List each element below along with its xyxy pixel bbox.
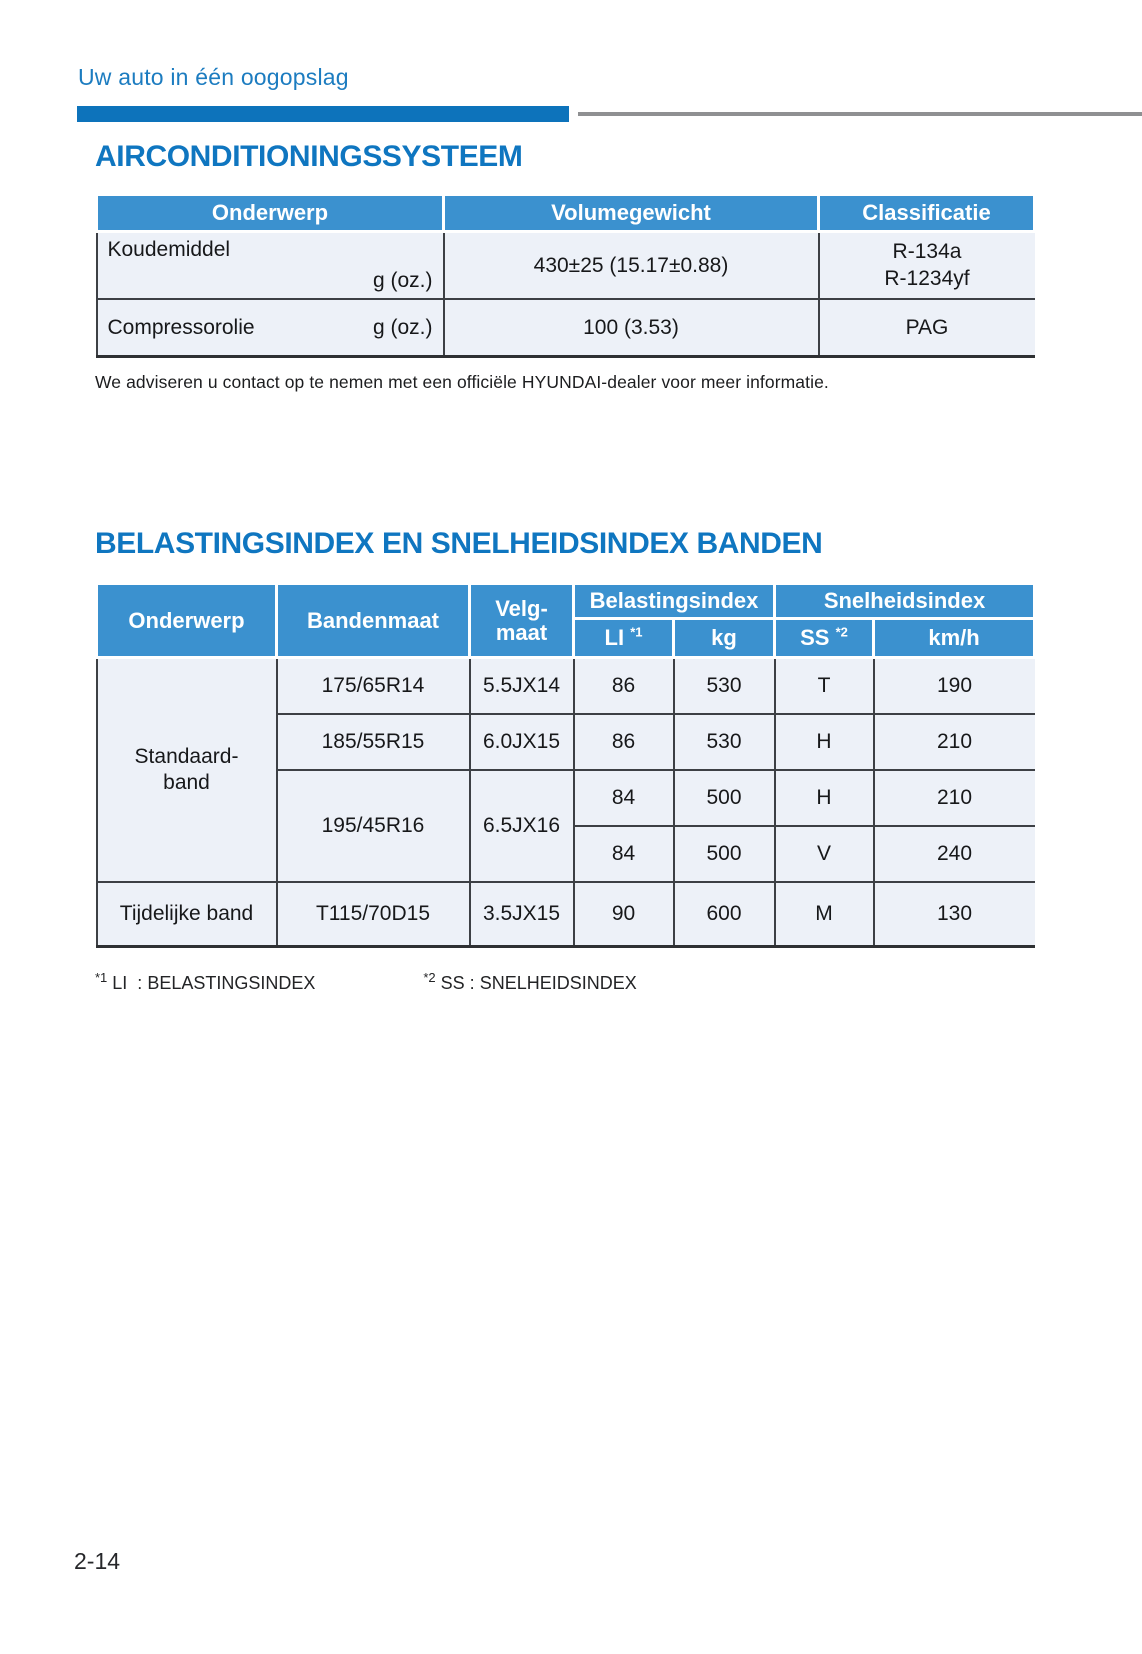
kmh-cell: 190	[874, 658, 1035, 715]
kmh-cell: 240	[874, 826, 1035, 882]
tire-size-cell: 195/45R16	[277, 770, 470, 882]
table-row	[97, 299, 1035, 357]
footnote-ss	[423, 970, 637, 994]
classification-line: R-1234yf	[884, 266, 970, 290]
kg-cell: 500	[674, 770, 775, 826]
ss-cell: M	[775, 882, 874, 947]
tire-subject-standard-cell	[97, 658, 277, 883]
airconditioning-section-title: AIRCONDITIONINGSSYSTEEM	[95, 140, 523, 173]
tire-size-cell: 175/65R14	[277, 658, 470, 715]
footnote-li	[95, 970, 316, 994]
wheel-size-cell: 6.5JX16	[470, 770, 574, 882]
tire-subject-temporary-cell: Tijdelijke band	[97, 882, 277, 947]
standard-label-line: band	[163, 771, 210, 794]
ac-subject-cell	[97, 232, 444, 300]
table-row	[97, 658, 1035, 715]
ss-label: SS	[800, 625, 830, 650]
footnote-li-marker: *1	[95, 970, 108, 985]
tire-index-table	[95, 582, 1036, 948]
kg-cell: 600	[674, 882, 775, 947]
ac-col-header-classification: Classificatie	[819, 195, 1035, 232]
li-cell: 84	[574, 770, 674, 826]
table-row	[97, 882, 1035, 947]
tire-col-group-speed-index: Snelheidsindex	[775, 584, 1035, 619]
wheel-size-line: Velg-	[495, 596, 548, 622]
tire-index-section-title: BELASTINGSINDEX EN SNELHEIDSINDEX BANDEN	[95, 527, 823, 560]
kmh-cell: 130	[874, 882, 1035, 947]
tire-col-header-kmh: km/h	[874, 619, 1035, 658]
li-cell: 86	[574, 714, 674, 770]
ac-classification-cell	[819, 232, 1035, 300]
li-cell: 84	[574, 826, 674, 882]
li-label: LI	[604, 625, 625, 650]
wheel-size-cell: 3.5JX15	[470, 882, 574, 947]
airconditioning-table	[95, 193, 1036, 358]
running-head-title: Uw auto in één oogopslag	[78, 64, 349, 90]
tire-index-section	[95, 527, 1033, 994]
ss-cell: H	[775, 770, 874, 826]
footnote-ss-marker: *2	[423, 970, 436, 985]
ss-cell: H	[775, 714, 874, 770]
ac-subject-label: Koudemiddel	[107, 238, 231, 261]
dealer-note: We adviseren u contact op te nemen met een officiële HYUNDAI-dealer voor meer informatie.	[95, 372, 829, 392]
wheel-size-cell: 6.0JX15	[470, 714, 574, 770]
kg-cell: 530	[674, 714, 775, 770]
ac-subject-cell	[97, 299, 444, 357]
running-head-blue-bar	[77, 106, 569, 122]
tire-col-group-load-index: Belastingsindex	[574, 584, 775, 619]
tire-col-header-li	[574, 619, 674, 658]
table-footnotes	[95, 970, 1033, 994]
ss-footnote-marker: *2	[835, 624, 848, 640]
tire-size-cell: T115/70D15	[277, 882, 470, 947]
standard-label-line: Standaard-	[134, 744, 239, 768]
kg-cell: 530	[674, 658, 775, 715]
ss-cell: T	[775, 658, 874, 715]
classification-line: R-134a	[892, 240, 962, 264]
running-head-gray-rule	[578, 112, 1142, 116]
tire-col-header-wheel-size	[470, 584, 574, 658]
tire-col-header-subject: Onderwerp	[97, 584, 277, 658]
ac-volume-cell: 100 (3.53)	[444, 299, 819, 357]
page-number: 2-14	[74, 1548, 121, 1574]
ac-volume-cell: 430±25 (15.17±0.88)	[444, 232, 819, 300]
tire-size-cell: 185/55R15	[277, 714, 470, 770]
li-cell: 90	[574, 882, 674, 947]
kmh-cell: 210	[874, 770, 1035, 826]
ac-col-header-subject: Onderwerp	[97, 195, 444, 232]
tire-col-header-ss	[775, 619, 874, 658]
tire-col-header-kg: kg	[674, 619, 775, 658]
airconditioning-section	[95, 140, 1033, 393]
ac-subject-unit: g (oz.)	[372, 269, 433, 292]
tire-col-header-tire-size: Bandenmaat	[277, 584, 470, 658]
ac-col-header-volume: Volumegewicht	[444, 195, 819, 232]
ac-subject-unit: g (oz.)	[372, 315, 433, 339]
li-footnote-marker: *1	[630, 624, 643, 640]
ac-classification-cell: PAG	[819, 299, 1035, 357]
footnote-li-text: LI : BELASTINGSINDEX	[107, 973, 316, 993]
table-row	[97, 232, 1035, 300]
ss-cell: V	[775, 826, 874, 882]
li-cell: 86	[574, 658, 674, 715]
kg-cell: 500	[674, 826, 775, 882]
footnote-ss-text: SS : SNELHEIDSINDEX	[435, 973, 637, 993]
ac-subject-label: Compressorolie	[107, 315, 255, 339]
wheel-size-cell: 5.5JX14	[470, 658, 574, 715]
wheel-size-line: maat	[495, 619, 548, 645]
kmh-cell: 210	[874, 714, 1035, 770]
